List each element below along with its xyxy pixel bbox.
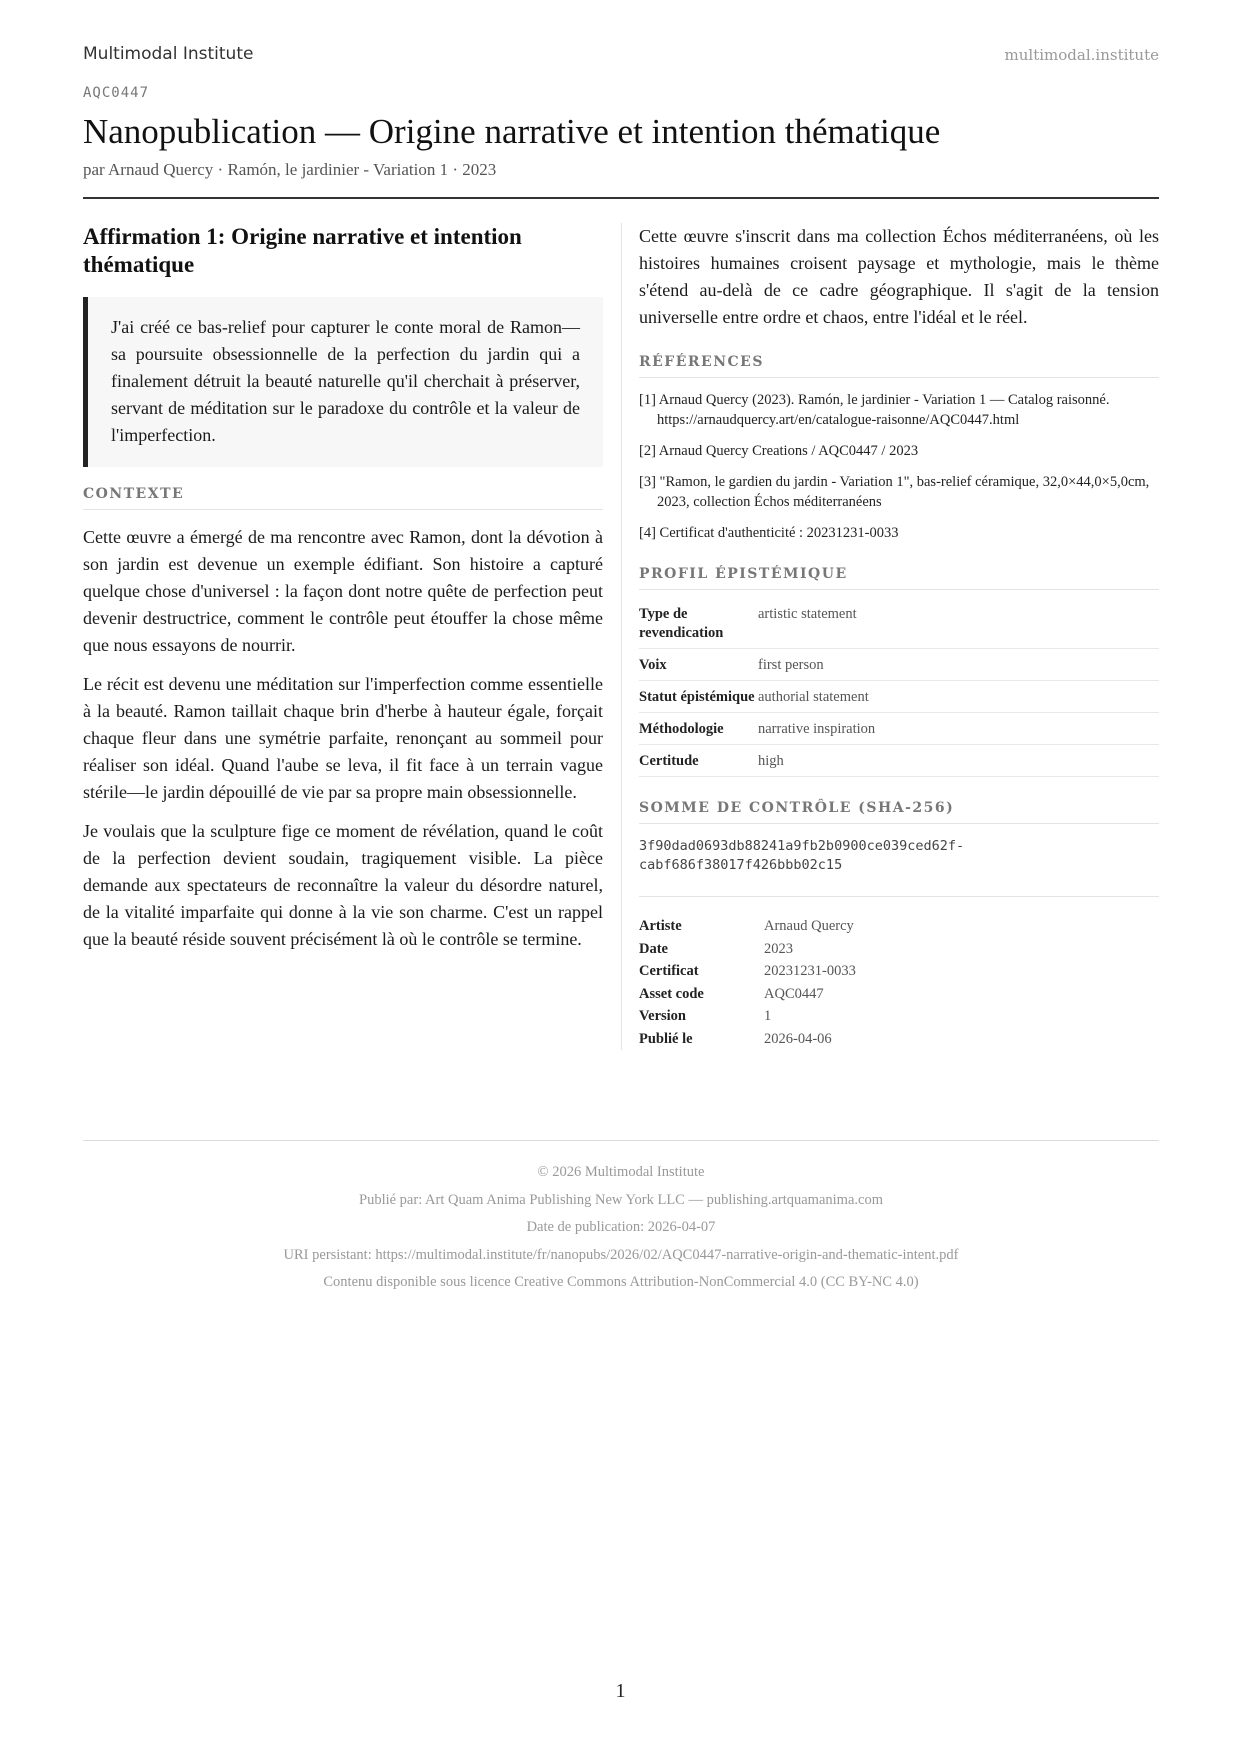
byline: par Arnaud Quercy · Ramón, le jardinier - Variation 1 · 2023 <box>83 160 497 179</box>
right-column <box>622 223 1159 1050</box>
content-columns <box>83 223 1159 1050</box>
epistemic-value: first person <box>758 649 1159 681</box>
metadata-key: Date <box>639 940 668 957</box>
epistemic-value: narrative inspiration <box>758 713 1159 745</box>
table-row <box>639 649 1159 681</box>
context-paragraph: Cette œuvre a émergé de ma rencontre avec Ramon, dont la dévotion à son jardin est devenue un exemple édifiant. Son histoire a capturé quelque chose d'universel : la façon dont notre quête de perfection peut devenir destructrice, comment le contrôle peut étouffer la chose même que nous essayons de nourrir. <box>83 527 603 655</box>
context-paragraph: Je voulais que la sculpture fige ce moment de révélation, quand le coût de la perfection devient soudain, tragiquement visible. La pièce demande aux spectateurs de reconnaître la valeur du désordre naturel, de la vitalité imparfaite qui donne à la vie son charme. C'est un rappel que la beauté réside souvent précisément là où le contrôle se termine. <box>83 821 603 949</box>
metadata-key: Certificat <box>639 963 699 979</box>
asset-code: AQC0447 <box>83 85 150 101</box>
reference-item: [4] Certificat d'authenticité : 20231231-0033 <box>639 525 899 541</box>
claim-quote: J'ai créé ce bas-relief pour capturer le conte moral de Ramon—sa poursuite obsessionnelle de la perfection du jardin qui a finalement détruit la beauté naturelle qu'il cherchait à préserver, servant de méditation sur le paradoxe du contrôle et la valeur de l'imperfection. <box>83 297 603 467</box>
metadata-row <box>639 983 1159 1006</box>
header-rule <box>83 197 1159 199</box>
context-paragraph: Le récit est devenu une méditation sur l'imperfection comme essentielle à la beauté. Ramon taillait chaque brin d'herbe à hauteur égale, forçait chaque fleur dans une symétrie parfaite, renonçant au sommeil pour réaliser son idéal. Quand l'aube se leva, il fit face à un terrain vague stérile—le jardin dépouillé de vie par sa propre main obsessionnelle. <box>83 674 603 802</box>
metadata-row <box>639 960 1159 983</box>
references-list <box>639 390 1159 543</box>
footer-copyright: © 2026 Multimodal Institute <box>537 1164 705 1180</box>
metadata-value: 1 <box>764 1008 772 1024</box>
metadata-key: Publié le <box>639 1030 693 1047</box>
context-continuation: Cette œuvre s'inscrit dans ma collection Échos méditerranéens, où les histoires humaines croisent paysage et mythologie, mais le thème s'étend au-delà de ce cadre géographique. Il s'agit de la tension universelle entre ordre et chaos, entre l'idéal et le réel. <box>639 226 1159 327</box>
top-bar <box>83 0 1159 70</box>
site-link[interactable]: multimodal.institute <box>1004 46 1159 64</box>
reference-item: [2] Arnaud Quercy Creations / AQC0447 / 2023 <box>639 443 919 459</box>
metadata-row <box>639 938 1159 961</box>
table-row <box>639 745 1159 777</box>
table-row <box>639 713 1159 745</box>
metadata-key: Artiste <box>639 918 682 934</box>
metadata-value: Arnaud Quercy <box>764 918 854 934</box>
metadata-row <box>639 1028 1159 1051</box>
metadata-key: Version <box>639 1008 686 1024</box>
metadata-list <box>639 915 1159 1050</box>
epistemic-value: artistic statement <box>758 598 1159 649</box>
left-column <box>83 223 622 1050</box>
table-row <box>639 681 1159 713</box>
table-row <box>639 598 1159 649</box>
context-heading: CONTEXTE <box>83 486 603 510</box>
checksum-line: 3f90dad0693db88241a9fb2b0900ce039ced62f- <box>639 838 965 854</box>
epistemic-key: Type de revendication <box>639 598 758 649</box>
epistemic-key: Voix <box>639 649 758 681</box>
footer-license: Contenu disponible sous licence Creative Commons Attribution-NonCommercial 4.0 (CC BY-NC 4.0) <box>323 1274 919 1290</box>
page-number: 1 <box>615 1680 626 1702</box>
epistemic-table <box>639 598 1159 777</box>
footer-pubdate: Date de publication: 2026-04-07 <box>526 1219 716 1235</box>
metadata-key: Asset code <box>639 985 704 1002</box>
epistemic-key: Certitude <box>639 745 758 777</box>
page-footer <box>83 1140 1159 1297</box>
epistemic-value: high <box>758 745 1159 777</box>
brand-name: Multimodal Institute <box>83 44 254 64</box>
footer-uri[interactable]: URI persistant: https://multimodal.institute/fr/nanopubs/2026/02/AQC0447-narrative-origin-and-thematic-intent.pdf <box>283 1246 959 1263</box>
page-title: Nanopublication — Origine narrative et intention thématique <box>83 112 941 151</box>
epistemic-key: Méthodologie <box>639 713 758 745</box>
metadata-row <box>639 915 1159 938</box>
metadata-value: 2026-04-06 <box>764 1030 832 1047</box>
epistemic-key: Statut épistémique <box>639 681 758 713</box>
metadata-row <box>639 1005 1159 1028</box>
checksum-heading: SOMME DE CONTRÔLE (SHA-256) <box>639 800 1159 824</box>
metadata-value: 2023 <box>764 940 793 957</box>
epistemic-value: authorial statement <box>758 681 1159 713</box>
epistemic-heading: PROFIL ÉPISTÉMIQUE <box>639 566 1159 590</box>
footer-publisher[interactable]: Publié par: Art Quam Anima Publishing New York LLC — publishing.artquamanima.com <box>359 1191 883 1208</box>
claim-heading: Affirmation 1: Origine narrative et intention thématique <box>83 224 522 277</box>
checksum-line: cabf686f38017f426bbb02c15 <box>639 857 843 873</box>
document-page <box>83 0 1159 1050</box>
reference-item[interactable]: [1] Arnaud Quercy (2023). Ramón, le jardinier - Variation 1 — Catalog raisonné. https://arnaudquercy.art/en/catalogue-raisonne/AQC0447.html <box>639 392 1110 428</box>
reference-item: [3] "Ramon, le gardien du jardin - Variation 1", bas-relief céramique, 32,0×44,0×5,0cm, 2023, collection Échos méditerranéens <box>639 474 1150 510</box>
metadata-value: 20231231-0033 <box>764 963 856 979</box>
references-heading: RÉFÉRENCES <box>639 354 1159 378</box>
checksum-value <box>639 837 1159 897</box>
metadata-value: AQC0447 <box>764 985 824 1002</box>
